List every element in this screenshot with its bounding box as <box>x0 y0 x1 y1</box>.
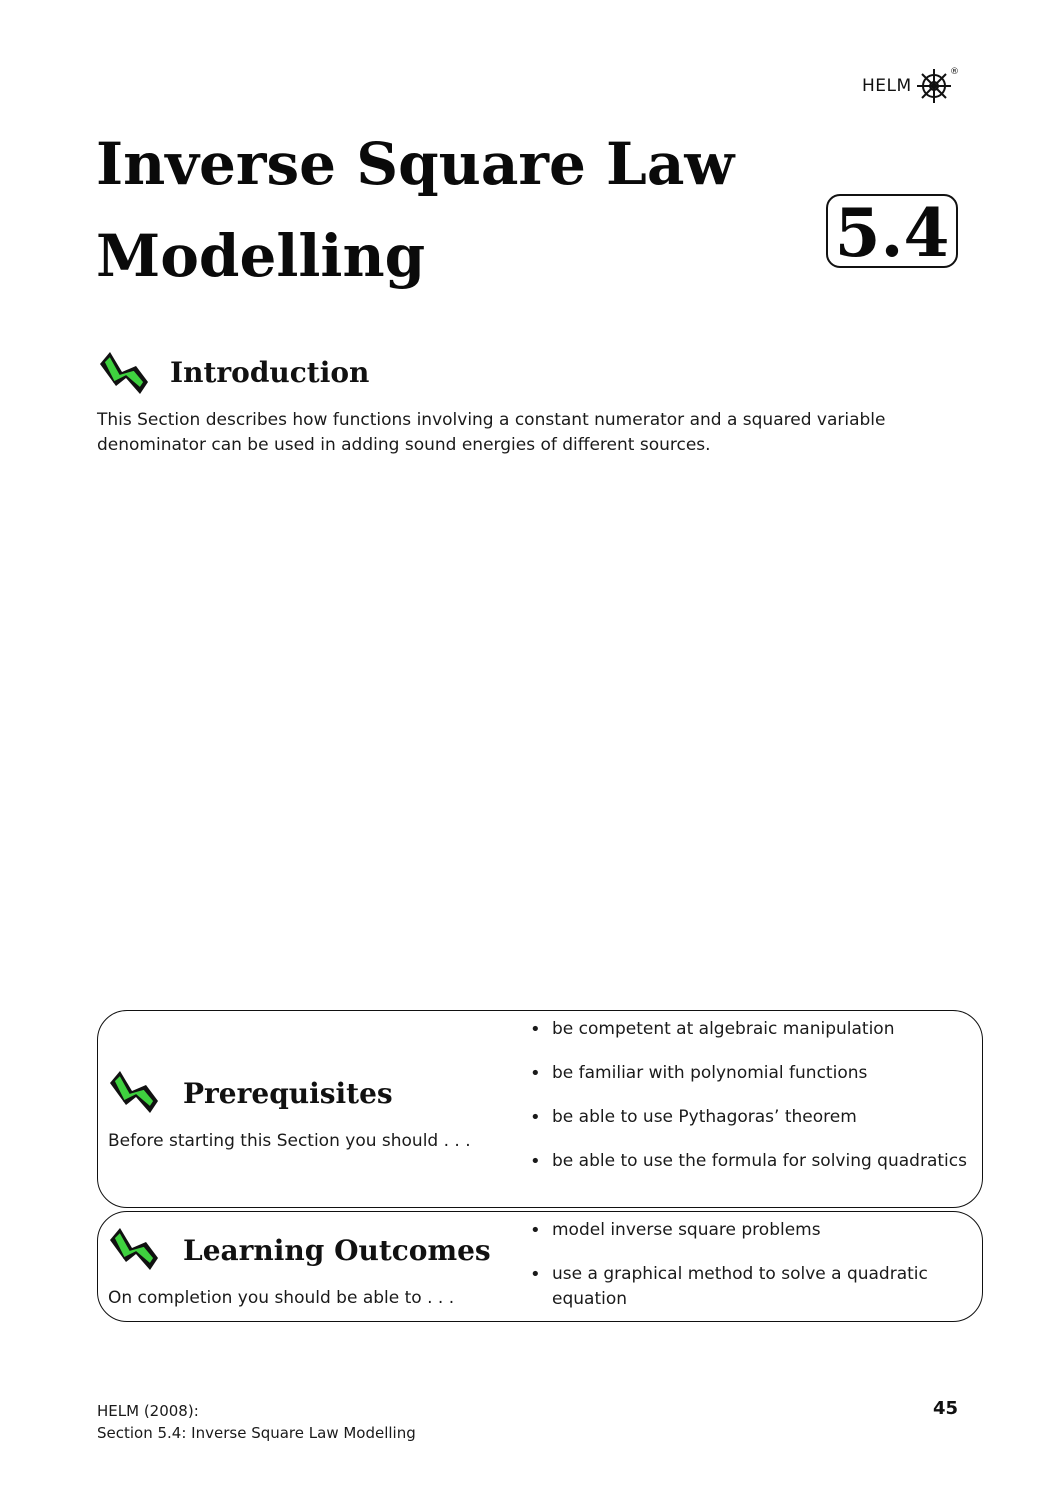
section-number-badge: 5.4 <box>826 194 958 268</box>
introduction-text: This Section describes how functions involving a constant numerator and a squared variable denominator can be used in adding sound energies of different sources. <box>97 410 886 455</box>
title-line-1: Inverse Square Law <box>96 130 735 198</box>
list-item: • be familiar with polynomial functions <box>530 1061 970 1086</box>
footer-source: HELM (2008): <box>97 1402 199 1420</box>
arrow-icon <box>106 1224 164 1276</box>
footer-section: Section 5.4: Inverse Square Law Modelling <box>97 1424 416 1442</box>
list-item: • be able to use the formula for solving quadratics <box>530 1149 970 1174</box>
helm-logo <box>862 64 962 104</box>
page-footer <box>97 1400 416 1444</box>
introduction-heading: Introduction <box>170 356 370 389</box>
arrow-icon <box>96 348 154 400</box>
learning-outcomes-heading: Learning Outcomes <box>183 1234 491 1267</box>
prerequisites-heading: Prerequisites <box>183 1077 393 1110</box>
list-item: • be competent at algebraic manipulation <box>530 1017 970 1042</box>
page-number: 45 <box>932 1398 958 1419</box>
learning-outcomes-box <box>97 1211 983 1322</box>
list-item: • be able to use Pythagoras’ theorem <box>530 1105 970 1130</box>
prerequisites-subtext: Before starting this Section you should . . . <box>108 1131 471 1151</box>
registered-mark: ® <box>950 67 959 77</box>
arrow-icon <box>106 1067 164 1119</box>
learning-outcomes-list <box>530 1218 970 1331</box>
page-title <box>96 118 796 302</box>
prerequisites-box <box>97 1010 983 1208</box>
learning-outcomes-subtext: On completion you should be able to . . . <box>108 1288 455 1308</box>
list-item: • use a graphical method to solve a quadratic equation <box>530 1262 970 1312</box>
ship-wheel-icon <box>914 64 960 106</box>
logo-text: HELM <box>862 76 912 96</box>
prerequisites-list <box>530 1017 970 1193</box>
title-line-2: Modelling <box>96 222 426 290</box>
list-item: • model inverse square problems <box>530 1218 970 1243</box>
